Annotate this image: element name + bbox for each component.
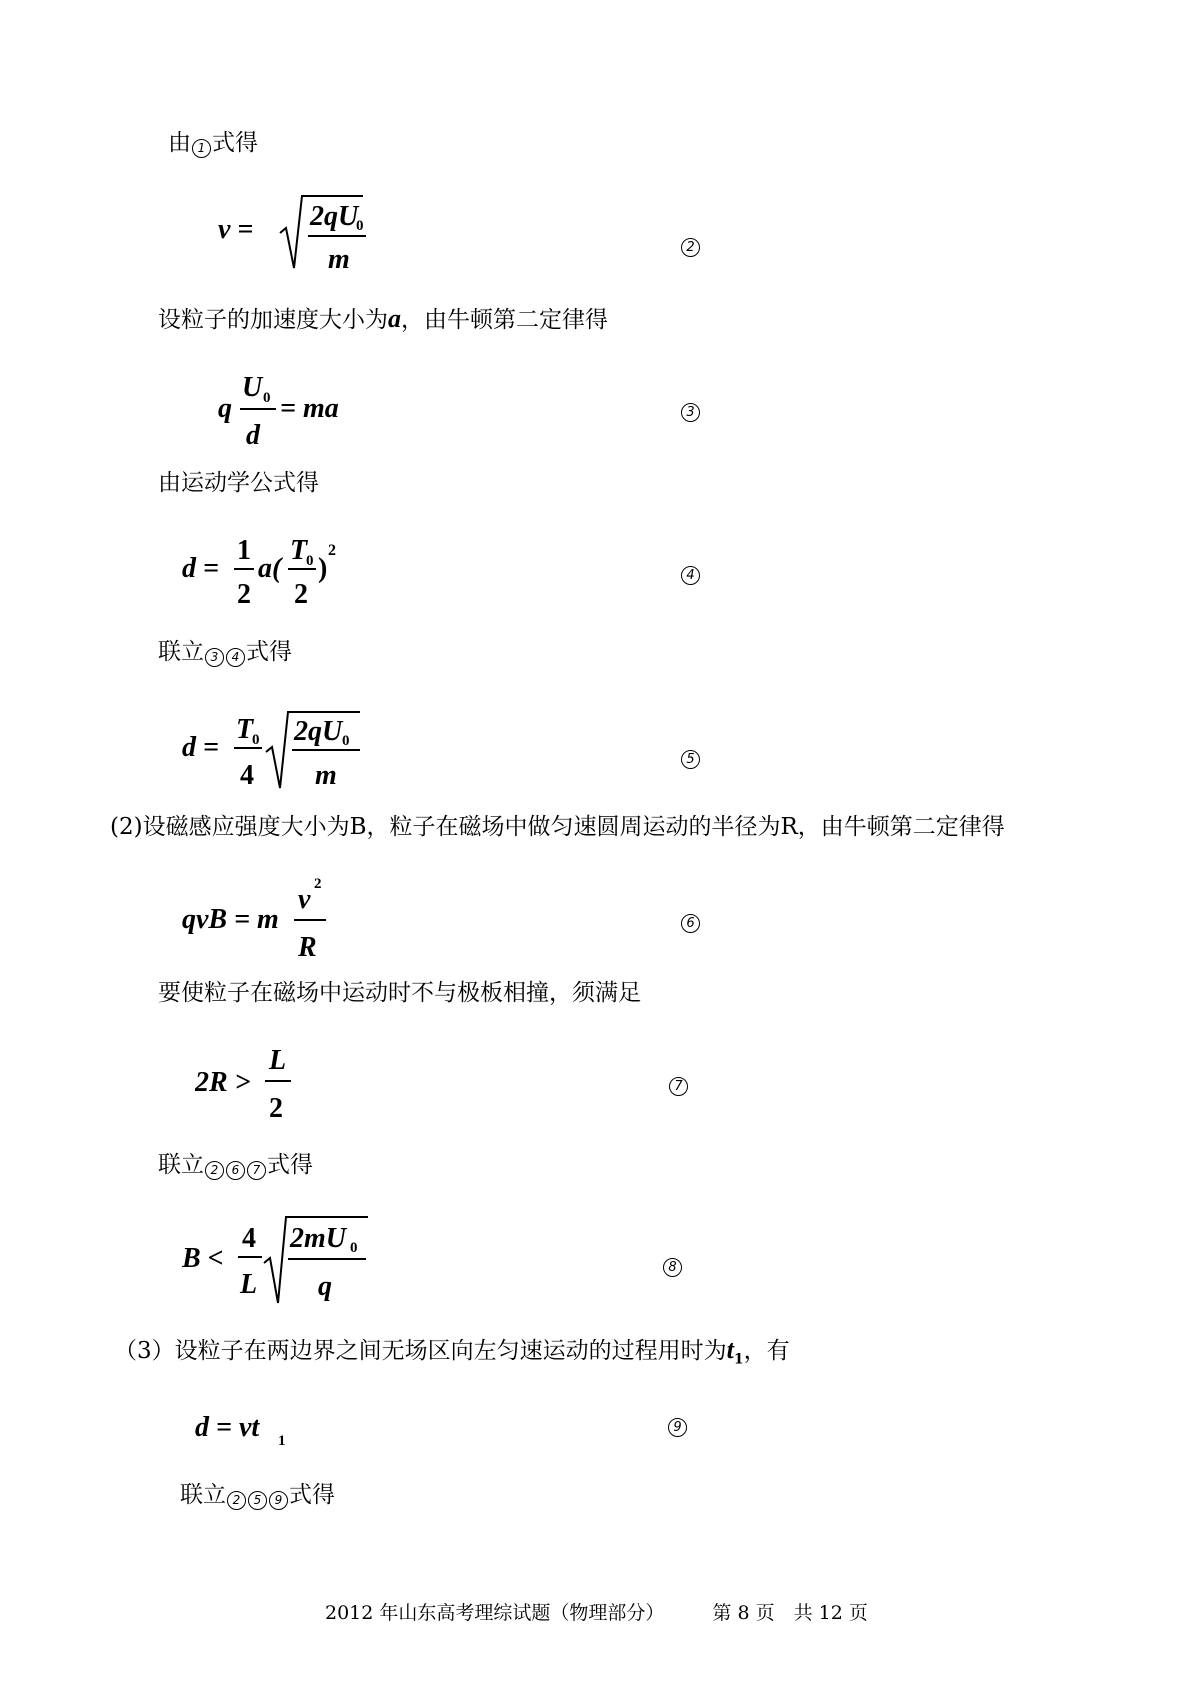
text-line-3: 由运动学公式得 — [158, 470, 319, 496]
text-line-7 — [158, 1150, 313, 1180]
eq6-lhs: qvB = m — [182, 904, 279, 935]
eq8-num: 2mU — [290, 1223, 346, 1254]
eq7-lhs: 2R > — [195, 1067, 251, 1098]
eq2-den: m — [328, 244, 350, 275]
text: 联立 — [180, 1482, 226, 1508]
equation-4 — [182, 525, 372, 615]
text-line-1 — [168, 128, 258, 158]
footer-title: 2012 年山东高考理综试题（物理部分） — [325, 1602, 665, 1624]
text: 式得 — [246, 639, 292, 665]
eq8-den: q — [318, 1271, 332, 1302]
eq8-fn: 4 — [242, 1223, 256, 1254]
equation-5 — [182, 700, 382, 800]
eq2-lhs: v = — [218, 214, 254, 245]
eq5-fn: T — [236, 714, 254, 745]
eq4-f2n: T — [290, 535, 308, 566]
eq4-close: ) — [318, 553, 328, 584]
eq4-sub: 0 — [306, 553, 314, 569]
text-line-4 — [158, 637, 292, 667]
equation-9 — [195, 1400, 315, 1460]
eq6-pow: 2 — [314, 876, 322, 892]
ref-1: 1 — [192, 139, 211, 158]
eq4-f1n: 1 — [237, 535, 251, 566]
eq3-q: q — [218, 393, 232, 424]
eq-number-7: 7 — [669, 1077, 688, 1096]
eq-number-4: 4 — [681, 566, 700, 585]
ref-5: 5 — [248, 1491, 267, 1510]
eq-number-6: 6 — [681, 914, 700, 933]
eq-number-9: 9 — [668, 1418, 687, 1437]
eq-number-2: 2 — [681, 238, 700, 257]
eq-number-8: 8 — [663, 1258, 682, 1277]
var-a: a — [388, 304, 401, 333]
eq5-den: m — [315, 760, 337, 791]
text: 由 — [168, 130, 191, 156]
text: （3）设粒子在两边界之间无场区向左匀速运动的过程用时为 — [114, 1338, 727, 1364]
footer-page-number: 第 8 页 共 12 页 — [712, 1602, 868, 1624]
eq8-lhs: B < — [182, 1243, 224, 1274]
eq4-f2d: 2 — [294, 579, 308, 610]
eq2-num: 2qU — [310, 201, 359, 232]
page-footer — [325, 1598, 868, 1625]
text: 设粒子的加速度大小为 — [158, 307, 388, 333]
text-line-6: 要使粒子在磁场中运动时不与极板相撞，须满足 — [158, 980, 641, 1006]
text: 联立 — [158, 1152, 204, 1178]
eq3-rhs: = ma — [280, 393, 339, 424]
eq7-num: L — [269, 1045, 287, 1076]
var-t-sub: 1 — [733, 1351, 744, 1368]
ref-2: 2 — [205, 1161, 224, 1180]
text: 式得 — [289, 1482, 335, 1508]
text: ，有 — [743, 1338, 790, 1364]
equation-2 — [218, 178, 388, 278]
eq4-pow: 2 — [328, 542, 336, 559]
text: 式得 — [212, 130, 258, 156]
equation-6 — [182, 870, 342, 965]
var-t: t — [726, 1335, 734, 1364]
text-line-2 — [158, 304, 608, 335]
text: 联立 — [158, 639, 204, 665]
eq8-sub: 0 — [350, 1240, 358, 1256]
eq5-sub2: 0 — [342, 733, 350, 749]
eq6-den: R — [298, 932, 317, 963]
eq4-a: a( — [258, 553, 282, 584]
text: ，由牛顿第二定律得 — [401, 307, 608, 333]
equation-7 — [195, 1035, 315, 1130]
eq-number-5: 5 — [681, 750, 700, 769]
eq5-num: 2qU — [294, 716, 343, 747]
text-line-9 — [180, 1480, 335, 1510]
ref-9: 9 — [269, 1491, 288, 1510]
ref-2b: 2 — [227, 1491, 246, 1510]
eq7-den: 2 — [269, 1093, 283, 1124]
eq3-num: U — [242, 372, 263, 403]
eq5-sub: 0 — [252, 732, 260, 748]
ref-7: 7 — [247, 1161, 266, 1180]
equation-3 — [218, 362, 388, 452]
eq5-fd: 4 — [240, 760, 254, 791]
eq-number-3: 3 — [681, 403, 700, 422]
eq5-lhs: d = — [182, 732, 219, 763]
text-line-5: (2)设磁感应强度大小为B，粒子在磁场中做匀速圆周运动的半径为R，由牛顿第二定律得 — [110, 814, 1005, 840]
eq6-num: v — [298, 884, 311, 915]
eq3-den: d — [246, 420, 260, 451]
text: 式得 — [267, 1152, 313, 1178]
eq8-fd: L — [240, 1269, 258, 1300]
ref-6: 6 — [226, 1161, 245, 1180]
eq4-lhs: d = — [182, 553, 219, 584]
text-line-8 — [114, 1335, 790, 1375]
eq3-sub: 0 — [263, 390, 271, 406]
eq2-sub: 0 — [356, 218, 364, 234]
eq9-lhs: d = vt — [195, 1412, 260, 1443]
ref-4: 4 — [226, 648, 245, 667]
eq9-sub: 1 — [278, 1433, 286, 1449]
equation-8 — [182, 1205, 382, 1310]
ref-3: 3 — [205, 648, 224, 667]
eq4-f1d: 2 — [237, 579, 251, 610]
